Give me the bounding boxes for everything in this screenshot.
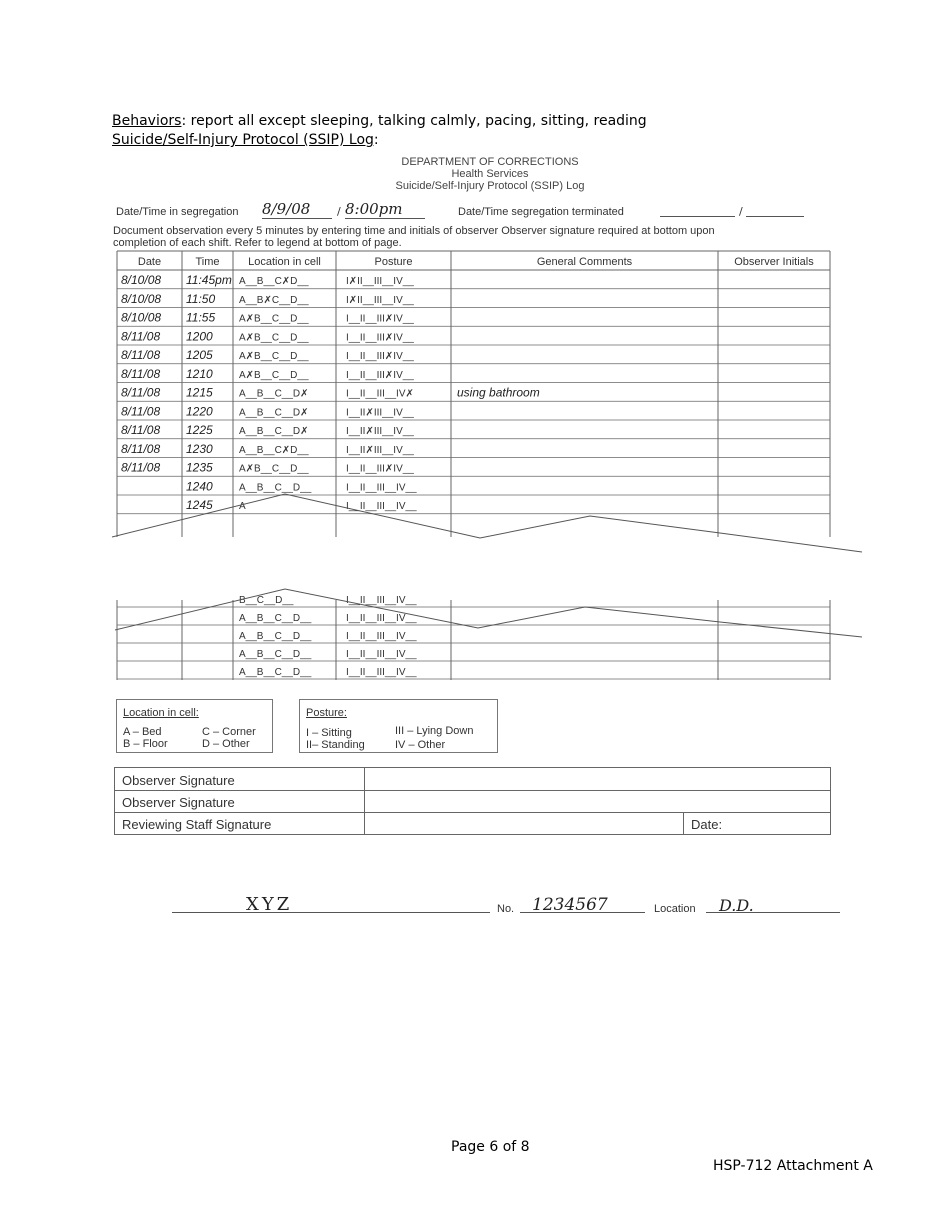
legend-location-title: Location in cell:: [123, 707, 199, 719]
lower-row-location: B__C__D__: [239, 595, 294, 606]
row-time: 1200: [186, 329, 213, 344]
inmate-name: XYZ: [246, 894, 293, 915]
row-posture: I✗II__III__IV__: [346, 294, 414, 306]
row-date: 8/10/08: [121, 273, 162, 287]
lower-text: [239, 595, 417, 678]
seg-end-label: Date/Time segregation terminated: [458, 206, 624, 218]
row-posture: I__II__III__IV✗: [346, 388, 414, 400]
legend-a: A – Bed: [123, 726, 162, 738]
inmate-name-line: [172, 912, 490, 913]
behaviors-label: Behaviors: [112, 113, 182, 129]
column-header: Time: [195, 256, 220, 268]
column-header: Posture: [374, 256, 413, 268]
row-date: 8/11/08: [121, 423, 161, 437]
legend-posture: [299, 699, 498, 753]
behaviors-text: : report all except sleeping, talking calmly, pacing, sitting, reading: [181, 113, 647, 129]
observer-signature-2: Observer Signature: [122, 795, 235, 810]
row-date: 8/11/08: [121, 441, 161, 456]
row-location: A✗B__C__D__: [239, 332, 309, 344]
location-value: D.D.: [719, 896, 754, 915]
legend-b: B – Floor: [123, 738, 168, 750]
seg-time: 8:00pm: [345, 200, 425, 219]
lower-row-posture: I__II__III__IV__: [346, 613, 417, 624]
row-posture: I✗II__III__IV__: [346, 276, 414, 287]
row-posture: I__II✗III__IV__: [346, 426, 414, 437]
lower-row-posture: I__II__III__IV__: [346, 649, 417, 660]
no-value: 1234567: [532, 895, 608, 915]
legend-c: C – Corner: [202, 726, 256, 738]
legend-ii: II– Standing: [306, 739, 365, 751]
row-time: 1210: [186, 366, 213, 381]
row-posture: I__II__III✗IV__: [346, 332, 414, 344]
page-number: Page 6 of 8: [451, 1139, 530, 1155]
row-time: 11:50: [186, 291, 216, 306]
row-time: 11:55: [186, 310, 216, 325]
row-date: 8/10/08: [121, 291, 162, 306]
row-posture: I__II__III✗IV__: [346, 351, 414, 362]
row-location: A__B✗C__D__: [239, 294, 309, 306]
row-comment: using bathroom: [457, 385, 540, 400]
row-time: 11:45pm: [186, 273, 232, 287]
lower-row-posture: I__II__III__IV__: [346, 667, 417, 678]
row-posture: I__II__III✗IV__: [346, 463, 414, 475]
column-header: Date: [137, 256, 162, 268]
seg-slash: /: [337, 205, 341, 218]
row-date: 8/11/08: [121, 385, 161, 400]
column-header: Location in cell: [248, 256, 321, 268]
seg-date: 8/9/08: [262, 200, 332, 219]
legend-d: D – Other: [202, 738, 250, 750]
row-location: A✗B__C__D__: [239, 369, 309, 381]
column-header: Observer Initials: [734, 256, 814, 268]
row-time: 1245: [186, 498, 213, 512]
row-time: 1240: [186, 479, 213, 494]
legend-posture-title: Posture:: [306, 707, 347, 719]
ssip-label: Suicide/Self-Injury Protocol (SSIP) Log: [112, 132, 374, 148]
lower-row-location: A__B__C__D__: [239, 667, 312, 678]
ssip-colon: :: [373, 132, 379, 148]
row-date: 8/10/08: [121, 310, 162, 325]
attachment-label: HSP-712 Attachment A: [713, 1158, 873, 1174]
seg-end-slash: /: [739, 205, 743, 218]
tear-edge-bottom: [115, 589, 862, 637]
lower-row-posture: I__II__III__IV__: [346, 595, 417, 606]
row-posture: I__II✗III__IV__: [346, 444, 414, 456]
row-date: 8/11/08: [121, 404, 161, 419]
no-label: No.: [497, 903, 515, 915]
row-date: 8/11/08: [121, 348, 161, 362]
row-date: 8/11/08: [121, 366, 161, 381]
row-time: 1225: [186, 423, 213, 437]
form-header-dept: DEPARTMENT OF CORRECTIONS: [401, 156, 579, 168]
row-time: 1205: [186, 348, 213, 362]
observer-signature-1: Observer Signature: [122, 773, 235, 788]
lower-grid: [117, 600, 830, 680]
row-date: 8/11/08: [121, 460, 161, 475]
form-header-title: Suicide/Self-Injury Protocol (SSIP) Log: [395, 180, 585, 192]
row-location: A__B__C__D✗: [239, 426, 309, 437]
lower-row-location: A__B__C__D__: [239, 613, 312, 624]
row-date: 8/11/08: [121, 329, 161, 344]
row-location: A__B__C✗D__: [239, 276, 309, 287]
lower-row-location: A__B__C__D__: [239, 631, 312, 642]
row-location: A__B__C__D__: [239, 482, 312, 494]
form-header-services: Health Services: [451, 168, 529, 180]
lower-row-location: A__B__C__D__: [239, 649, 312, 660]
legend-iv: IV – Other: [395, 739, 446, 751]
legend-location: [116, 699, 273, 753]
legend-i: I – Sitting: [306, 727, 352, 739]
upper-text: [121, 256, 814, 512]
legend-iii: III – Lying Down: [395, 725, 474, 737]
tear-edge-top: [112, 494, 862, 552]
row-location: A✗B__C__D__: [239, 313, 309, 325]
row-time: 1220: [186, 404, 213, 419]
row-location: A__B__C✗D__: [239, 444, 309, 456]
row-posture: I__II__III✗IV__: [346, 313, 414, 325]
seg-label: Date/Time in segregation: [116, 206, 239, 218]
row-posture: I__II__III__IV__: [346, 501, 417, 512]
row-time: 1215: [186, 385, 213, 400]
signature-block: [114, 767, 831, 835]
row-location: A: [239, 501, 246, 512]
row-location: A__B__C__D✗: [239, 407, 309, 419]
signature-date-label: Date:: [691, 817, 723, 832]
column-header: General Comments: [536, 256, 633, 268]
row-location: A__B__C__D✗: [239, 388, 309, 400]
location-label: Location: [654, 903, 696, 915]
row-location: A✗B__C__D__: [239, 351, 309, 362]
instructions-line-1: Document observation every 5 minutes by entering time and initials of observer Observer signature required at bottom upon: [113, 225, 715, 237]
row-posture: I__II__III__IV__: [346, 482, 417, 494]
reviewing-staff-signature: Reviewing Staff Signature: [122, 817, 272, 832]
row-location: A✗B__C__D__: [239, 463, 309, 475]
row-posture: I__II__III✗IV__: [346, 369, 414, 381]
lower-row-posture: I__II__III__IV__: [346, 631, 417, 642]
row-time: 1235: [186, 460, 213, 475]
instructions-line-2: completion of each shift. Refer to legend at bottom of page.: [113, 237, 402, 249]
row-time: 1230: [186, 441, 213, 456]
row-posture: I__II✗III__IV__: [346, 407, 414, 419]
